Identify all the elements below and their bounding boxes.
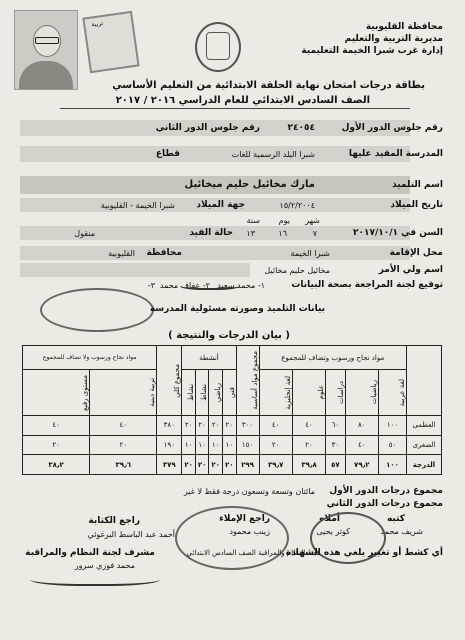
cell: ٥٧ [326, 455, 345, 475]
review-signature-icon [180, 280, 240, 290]
age-year-label: سنة [246, 216, 260, 225]
col-level: مستوى رفيع [81, 374, 90, 411]
cell: ٢٠ [209, 416, 223, 436]
cell: ١٠٠ [378, 416, 406, 436]
seat-first-label: رقم جلوس الدور الأول [341, 123, 443, 133]
guardian-value: مخائيل حليم مخائيل [264, 266, 330, 275]
student-label: اسم التلميذ [392, 180, 443, 190]
card-title: بطاقة درجات امتحان نهاية الحلقة الابتدائية من التعليم الأساسي [112, 80, 425, 91]
seat-second-label: رقم جلوس الدور الثاني [155, 123, 260, 133]
official-stamp-icon [175, 506, 289, 570]
review-label: توقيع لجنة المراجعة بصحة البيانات [291, 280, 443, 290]
responsibility-note: بيانات التلميذ وصورته مسئولية المدرسة [149, 304, 325, 314]
handwritten-signature-icon [30, 570, 160, 586]
cell: ٤٠ [345, 435, 378, 455]
gov-value: القليوبية [108, 249, 135, 258]
residence-row-bg [20, 246, 410, 260]
col-math: رياضيات [369, 380, 378, 405]
cell: ٣٨٠ [157, 416, 182, 436]
cell: ١٥٠ [236, 435, 259, 455]
birth-value: ١٥/٢/٢٠٠٤ [279, 201, 315, 210]
table-row-score [23, 455, 442, 475]
grade-year-title: الصف السادس الابتدائي للعام الدراسي ٢٠١٦ / ٢٠١٧ [115, 95, 370, 106]
age-day: ١٦ [278, 229, 287, 238]
school-label: المدرسة المقيد عليها [348, 149, 443, 159]
school-seal-icon [40, 288, 154, 332]
birthplace-label: جهة الميلاد [196, 200, 245, 210]
cell: ١٠ [182, 435, 196, 455]
supervisor-name: محمد فوزي سرور [74, 561, 135, 570]
review-sign-2: ٢- عفاف محمد [159, 281, 210, 290]
seat-first-value: ٢٤٠٥٤ [287, 123, 315, 133]
dictated-label: أملاه [319, 514, 340, 524]
governorate-heading: محافظة القليوبية [365, 22, 443, 32]
first-round-value: مائتان وتسعة وتسعون درجة فقط لا غير [183, 487, 315, 496]
school-value: شبرا البلد الرسمية للغات [231, 150, 315, 159]
administration-heading: إدارة غرب شبرا الخيمة التعليمية [301, 46, 443, 56]
age-label: السن في ٢٠١٧/١٠/١ [352, 228, 443, 238]
cell: ٢٠ [182, 416, 196, 436]
cell: ٢٠ [195, 416, 209, 436]
student-name: مارك مخائيل حليم ميخائيل [184, 179, 315, 190]
group-success-header: مواد نجاح ورسوب وتضاف للمجموع [259, 346, 407, 370]
row-label-max: العظمى [407, 416, 442, 436]
cell: ٢٩٩ [236, 455, 259, 475]
ministry-logo-icon [195, 22, 241, 72]
birth-label: تاريخ الميلاد [390, 200, 443, 210]
guardian-row-bg [20, 263, 250, 277]
col-studies: دراسات [336, 380, 345, 405]
dictation-review-name: زينب محمود [229, 527, 270, 536]
cell: ٣٨٫٢ [23, 455, 90, 475]
grades-table [22, 345, 442, 475]
col-activity-3: نشاط [200, 384, 209, 401]
cell: ٣٠ [326, 435, 345, 455]
committee-stamp-text: لجنة النظام والمراقبة الصف السادس الابتدائي [186, 549, 320, 557]
age-day-label: يوم [278, 216, 290, 225]
group-total-header: مجموع كلي [173, 363, 182, 398]
col-english: لغة إنجليزية [283, 375, 292, 410]
birthplace-value: شبرا الخيمة - القليوبية [100, 201, 175, 210]
cell: ٣٩٫٦ [90, 455, 157, 475]
dictation-review-label: راجع الإملاء [219, 514, 270, 524]
col-arabic: لغة عربية [398, 378, 406, 407]
age-month: ٧ [312, 229, 317, 238]
cell: ٤٠ [90, 416, 157, 436]
residence-label: محل الإقامة [389, 248, 443, 258]
writer-label: كتبه [386, 514, 405, 524]
dictated-name: كوثر يحيى [316, 527, 350, 536]
postage-stamp-icon [82, 11, 139, 73]
cell: ١٠ [209, 435, 223, 455]
writing-review-name: أحمد عبد الباسط البرغوثي [87, 530, 175, 539]
status-label: حالة القيد [189, 228, 233, 238]
group-total-basic-header: مجموع مواد أساسية [250, 351, 259, 410]
status-value: منقول [74, 229, 95, 238]
cell: ٣٧٩ [157, 455, 182, 475]
directorate-heading: مديرية التربية والتعليم [344, 34, 443, 44]
sector-label: قطاع [155, 149, 180, 159]
cell: ٢٠ [222, 455, 236, 475]
writer-name: شريف محمد [380, 527, 423, 536]
table-row-max [23, 416, 442, 436]
guardian-label: اسم ولي الأمر [378, 265, 443, 275]
review-sign-1: ١- محمد سعيد [217, 281, 265, 290]
alteration-note: أي كشط أو تغيير يلغي هذه الشهادة [285, 548, 443, 558]
cell: ٥٠ [378, 435, 406, 455]
cell: ٣٠٠ [236, 416, 259, 436]
age-year: ١٣ [246, 229, 255, 238]
col-science: علوم [317, 385, 326, 400]
cell: ٢٠ [195, 455, 209, 475]
cell: ٢٠ [259, 435, 292, 455]
cell: ٣٩٫٨ [292, 455, 325, 475]
writing-review-label: راجع الكتابة [88, 516, 140, 526]
cell: ٤٠ [292, 416, 325, 436]
cell: ٢٠ [23, 435, 90, 455]
row-label-score: الدرجة [407, 455, 442, 475]
cell: ٢٠ [292, 435, 325, 455]
results-title: ( بيان الدرجات والنتيجة ) [168, 330, 290, 341]
cell: ٣٩٫٧ [259, 455, 292, 475]
cell: ٤٠ [259, 416, 292, 436]
first-round-label: مجموع درجات الدور الأول [329, 486, 443, 496]
cell: ٨٠ [345, 416, 378, 436]
table-row-min [23, 435, 442, 455]
second-round-label: مجموع درجات الدور الثاني [326, 499, 443, 509]
cell: ١٩٠ [157, 435, 182, 455]
col-art: فني [227, 386, 236, 399]
title-underline [60, 108, 410, 109]
supervisor-label: مشرف لجنة النظام والمراقبة [25, 548, 155, 558]
cell: ٢٠ [182, 455, 196, 475]
col-sport: رياضي [213, 382, 222, 403]
row-label-min: الصغرى [407, 435, 442, 455]
stamp-label: تربية [90, 19, 104, 29]
cell: ١٠ [195, 435, 209, 455]
col-activity-4: نشاط [186, 384, 195, 401]
cell: ٢٠ [222, 416, 236, 436]
cell: ٢٠ [90, 435, 157, 455]
cell: ٢٠ [209, 455, 223, 475]
student-photo [14, 10, 78, 90]
review-sign-3: ٣- [147, 281, 155, 290]
cell: ٦٠ [326, 416, 345, 436]
cell: ٧٩٫٢ [345, 455, 378, 475]
col-religion: تربية دينية [148, 378, 157, 407]
cell: ١٠ [222, 435, 236, 455]
residence-value: شبرا الخيمة [290, 249, 330, 258]
age-month-label: شهر [305, 216, 320, 225]
group-nonadded-header: مواد نجاح ورسوب ولا تضاف للمجموع [23, 346, 157, 370]
row-header-blank [407, 346, 442, 416]
cell: ٤٠ [23, 416, 90, 436]
cell: ١٠٠ [378, 455, 406, 475]
group-activities-header: أنشطة [182, 346, 236, 370]
gov-label: محافظة [146, 248, 182, 258]
